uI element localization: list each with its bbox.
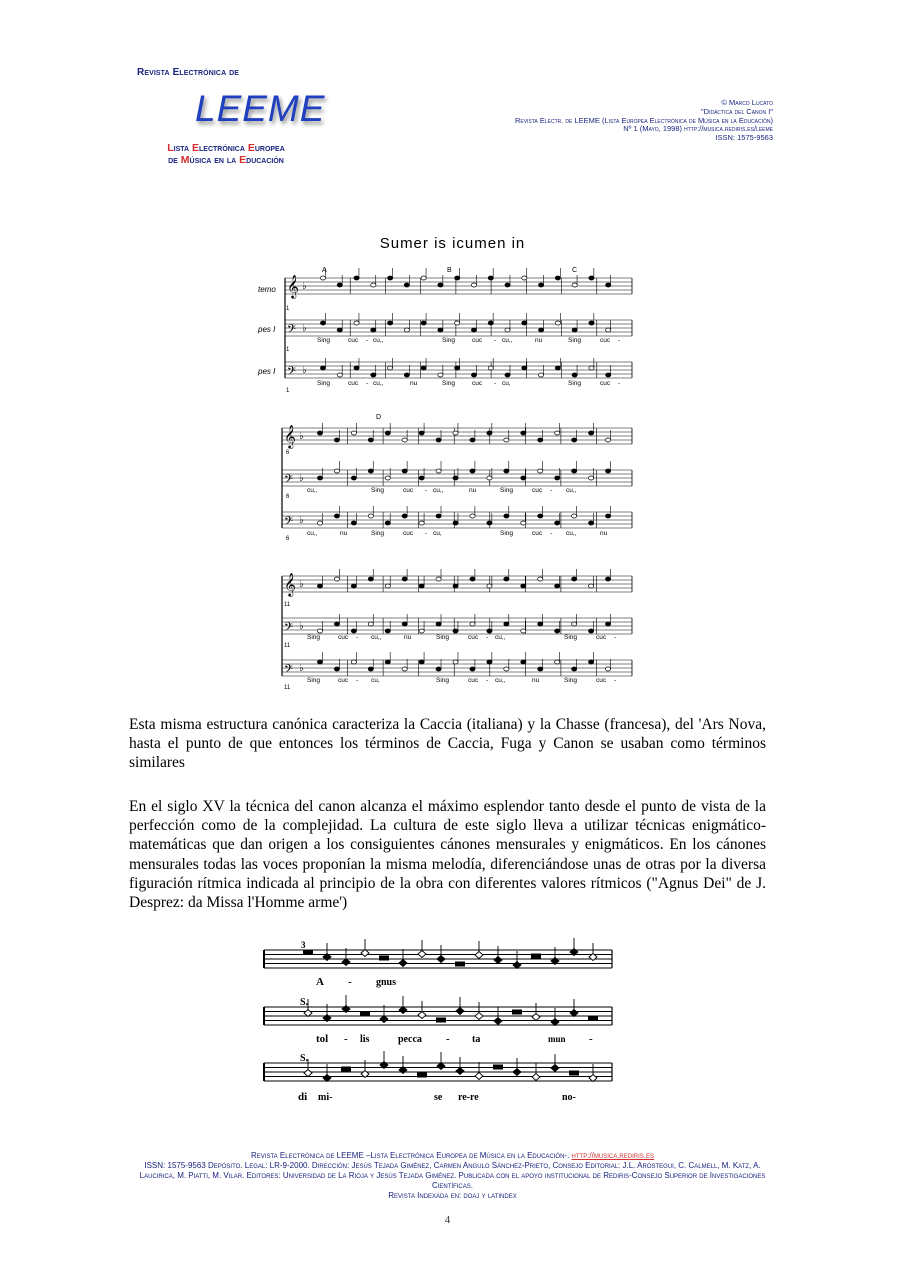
lyric: ta bbox=[472, 1034, 481, 1045]
lyric: - bbox=[344, 1033, 348, 1045]
score-title: Sumer is icumen in bbox=[379, 235, 526, 252]
leeme-logo: LEEME bbox=[195, 88, 326, 129]
svg-text:-: - bbox=[618, 337, 621, 344]
lyrics-row bbox=[307, 677, 616, 684]
svg-text:cuc: cuc bbox=[596, 677, 607, 684]
mensural-staff-lines bbox=[264, 938, 612, 1082]
svg-text:-: - bbox=[494, 380, 497, 387]
svg-text:♭: ♭ bbox=[299, 663, 304, 674]
svg-text:Sing: Sing bbox=[564, 677, 578, 684]
svg-text:cuc: cuc bbox=[403, 487, 414, 494]
svg-text:cu,,: cu,, bbox=[566, 487, 577, 494]
voice-label: pes I bbox=[258, 367, 276, 376]
svg-text:𝄞: 𝄞 bbox=[287, 274, 299, 298]
measure-number: 1 bbox=[286, 306, 290, 312]
journal-line: Revista Electr. de LEEME (Lista Europea Electrónica de Música en la Educación) bbox=[514, 115, 773, 125]
journal-title: Revista Electrónica de bbox=[137, 67, 240, 78]
svg-text:nu: nu bbox=[535, 337, 543, 344]
issue-line: Nº 1 (Mayo, 1998) http://musica.rediris.es/leeme bbox=[623, 124, 773, 134]
measure-number: 1 bbox=[286, 388, 290, 394]
section-letter: D bbox=[376, 414, 382, 421]
svg-text:-: - bbox=[366, 337, 369, 344]
lyric: - bbox=[348, 976, 352, 988]
svg-text:cu,,: cu,, bbox=[502, 337, 513, 344]
footer bbox=[130, 1151, 775, 1201]
voice-label: pes I bbox=[258, 325, 276, 334]
svg-text:cuc: cuc bbox=[338, 677, 349, 684]
svg-text:cu,,: cu,, bbox=[373, 337, 384, 344]
svg-text:-: - bbox=[425, 530, 428, 537]
lyric: tol bbox=[316, 1033, 329, 1045]
measure-number: 6 bbox=[286, 494, 290, 500]
svg-text:Sing: Sing bbox=[307, 677, 321, 684]
lyric: re-re bbox=[458, 1092, 479, 1103]
lyric: lis bbox=[360, 1034, 370, 1045]
agnus-dei-score bbox=[258, 938, 618, 1108]
svg-text:Sing: Sing bbox=[436, 634, 450, 641]
svg-text:cu,,: cu,, bbox=[495, 634, 506, 641]
svg-text:nu: nu bbox=[600, 530, 608, 537]
section-letter: C bbox=[572, 267, 578, 274]
svg-text:cu,,: cu,, bbox=[433, 487, 444, 494]
svg-text:cu,,: cu,, bbox=[373, 380, 384, 387]
svg-text:cuc: cuc bbox=[472, 337, 483, 344]
svg-text:Sing: Sing bbox=[442, 337, 456, 344]
svg-text:-: - bbox=[356, 634, 359, 641]
svg-text:nu: nu bbox=[404, 634, 412, 641]
svg-text:cuc: cuc bbox=[532, 530, 543, 537]
paragraph-caccia: Esta misma estructura canónica caracteriza la Caccia (italiana) y la Chasse (francesa), del 'Ars Nova, hasta el punto de que entonces los términos de Caccia, Fuga y Canon se usaban como términos similares bbox=[129, 716, 766, 772]
svg-text:𝄢: 𝄢 bbox=[287, 323, 297, 339]
svg-text:cu,: cu, bbox=[502, 380, 511, 387]
svg-text:cuc: cuc bbox=[600, 380, 611, 387]
svg-text:nu: nu bbox=[340, 530, 348, 537]
svg-text:cuc: cuc bbox=[348, 380, 359, 387]
svg-text:Sing: Sing bbox=[500, 530, 514, 537]
svg-text:-: - bbox=[486, 677, 489, 684]
lyrics-row bbox=[317, 380, 620, 387]
svg-text:cuc: cuc bbox=[472, 380, 483, 387]
svg-text:cu,,: cu,, bbox=[495, 677, 506, 684]
svg-text:nu: nu bbox=[532, 677, 540, 684]
svg-text:𝄢: 𝄢 bbox=[284, 515, 294, 531]
svg-text:cu,,: cu,, bbox=[566, 530, 577, 537]
svg-text:-: - bbox=[425, 487, 428, 494]
lyric: gnus bbox=[376, 977, 397, 988]
voice-label: temo bbox=[258, 285, 276, 294]
svg-text:-: - bbox=[614, 677, 617, 684]
issn-line: ISSN: 1575-9563 bbox=[715, 133, 773, 143]
svg-text:cuc: cuc bbox=[348, 337, 359, 344]
lyrics-row bbox=[307, 634, 616, 641]
sumer-score bbox=[250, 258, 650, 698]
svg-text:𝄢: 𝄢 bbox=[287, 365, 297, 381]
svg-text:-: - bbox=[550, 530, 553, 537]
footer-indexed: Revista Indexada en: doaj y latindex bbox=[388, 1191, 517, 1200]
lyrics-row bbox=[307, 530, 608, 537]
svg-text:Sing: Sing bbox=[568, 337, 582, 344]
svg-text:♭: ♭ bbox=[299, 431, 304, 442]
svg-text:-: - bbox=[614, 634, 617, 641]
svg-text:cuc: cuc bbox=[468, 677, 479, 684]
lyric: pecca bbox=[398, 1034, 422, 1045]
svg-text:nu: nu bbox=[469, 487, 477, 494]
footer-journal: Revista Electrónica de LEEME –Lista Electrónica Europea de Música en la Educación-. bbox=[251, 1151, 570, 1160]
svg-text:cuc: cuc bbox=[596, 634, 607, 641]
page-number: 4 bbox=[444, 1214, 451, 1226]
voice-mark: 3 bbox=[301, 940, 306, 950]
svg-text:Sing: Sing bbox=[317, 337, 331, 344]
measure-number: 11 bbox=[284, 643, 291, 649]
svg-text:nu: nu bbox=[410, 380, 418, 387]
svg-text:♭: ♭ bbox=[299, 579, 304, 590]
section-letter: B bbox=[447, 267, 452, 274]
lyric: A bbox=[316, 976, 324, 988]
svg-text:♭: ♭ bbox=[302, 365, 307, 376]
lyrics-row bbox=[307, 487, 577, 494]
svg-text:cuc: cuc bbox=[403, 530, 414, 537]
svg-text:𝄞: 𝄞 bbox=[284, 572, 296, 596]
svg-text:-: - bbox=[494, 337, 497, 344]
voice-mark: S. bbox=[300, 997, 309, 1008]
footer-link[interactable]: http://musica.rediris.es bbox=[571, 1151, 654, 1160]
svg-text:cu,: cu, bbox=[371, 677, 380, 684]
voice-mark: S. bbox=[300, 1053, 309, 1064]
article-title-line: "Didáctica del Canon I" bbox=[701, 106, 773, 116]
lyric: di bbox=[298, 1091, 308, 1103]
svg-text:𝄢: 𝄢 bbox=[284, 621, 294, 637]
svg-text:♭: ♭ bbox=[302, 323, 307, 334]
lyrics-row bbox=[317, 337, 620, 344]
svg-text:-: - bbox=[356, 677, 359, 684]
svg-text:-: - bbox=[550, 487, 553, 494]
svg-text:cu,: cu, bbox=[433, 530, 442, 537]
paragraph-siglo-xv: En el siglo XV la técnica del canon alcanza el máximo esplendor tanto desde el punto de vista de la perfección como de la complejidad. La cultura de este siglo lleva a utilizar técnicas enigmático-matemáticas que dan origen a los consiguientes cánones mensurales y enigmáticos. En los cánones mensurales todas las voces proponían la misma melodía, diferenciándose unas de otras por la diversa figuración rítmica indicada al principio de la obra con diferentes valores rítmicos ("Agnus Dei" de J. Desprez: da Missa l'Homme arme') bbox=[129, 798, 766, 912]
svg-text:Sing: Sing bbox=[371, 530, 385, 537]
svg-text:♭: ♭ bbox=[299, 515, 304, 526]
svg-text:cu,,: cu,, bbox=[371, 634, 382, 641]
measure-number: 11 bbox=[284, 685, 291, 691]
svg-text:♭: ♭ bbox=[302, 281, 307, 292]
author-line: © Marco Lucato bbox=[721, 98, 773, 107]
measure-number: 1 bbox=[286, 347, 290, 353]
svg-text:Sing: Sing bbox=[436, 677, 450, 684]
svg-text:-: - bbox=[618, 380, 621, 387]
svg-text:cu,,: cu,, bbox=[307, 530, 318, 537]
svg-text:cuc: cuc bbox=[468, 634, 479, 641]
leeme-subtitle: Lista Electrónica Europea de Música en la Educación bbox=[167, 142, 285, 166]
svg-text:-: - bbox=[366, 380, 369, 387]
svg-text:cuc: cuc bbox=[600, 337, 611, 344]
lyric: - bbox=[589, 1033, 593, 1045]
svg-text:Sing: Sing bbox=[500, 487, 514, 494]
svg-text:𝄢: 𝄢 bbox=[284, 663, 294, 679]
svg-text:-: - bbox=[486, 634, 489, 641]
svg-text:Sing: Sing bbox=[317, 380, 331, 387]
section-letter: A bbox=[322, 267, 327, 274]
measure-number: 11 bbox=[284, 602, 291, 608]
staff-lines bbox=[282, 268, 632, 679]
svg-text:𝄞: 𝄞 bbox=[284, 424, 296, 448]
svg-text:cu,,: cu,, bbox=[307, 487, 318, 494]
measure-number: 6 bbox=[286, 536, 290, 542]
svg-text:Sing: Sing bbox=[371, 487, 385, 494]
svg-text:♭: ♭ bbox=[299, 473, 304, 484]
article-info bbox=[373, 99, 773, 143]
svg-text:Sing: Sing bbox=[564, 634, 578, 641]
lyric: mun bbox=[548, 1034, 566, 1044]
svg-text:Sing: Sing bbox=[568, 380, 582, 387]
svg-text:𝄢: 𝄢 bbox=[284, 473, 294, 489]
svg-text:Sing: Sing bbox=[307, 634, 321, 641]
svg-text:cuc: cuc bbox=[532, 487, 543, 494]
svg-text:Sing: Sing bbox=[442, 380, 456, 387]
measure-number: 6 bbox=[286, 450, 290, 456]
lyric: - bbox=[446, 1033, 450, 1045]
lyric: mi- bbox=[318, 1092, 333, 1103]
footer-editorial: ISSN: 1575-9563 Depósito. Legal: LR-9-2000. Dirección: Jesús Tejada Giménez, Carmen Angulo Sánchez-Prieto, Consejo Editorial: J.L. Aróstegui, C. Calmell, M. Katz, A. Laucirica, M. Piatti, M. Vilar. Editores: Universidad de La Rioja y Jesús Tejada Giménez. Publicada con el apoyo institucional de Rediris-Consejo Superior de Investigaciones Científicas. bbox=[139, 1161, 766, 1190]
svg-text:♭: ♭ bbox=[299, 621, 304, 632]
svg-text:cuc: cuc bbox=[338, 634, 349, 641]
lyric: se bbox=[434, 1092, 443, 1103]
lyric: no- bbox=[562, 1092, 576, 1103]
